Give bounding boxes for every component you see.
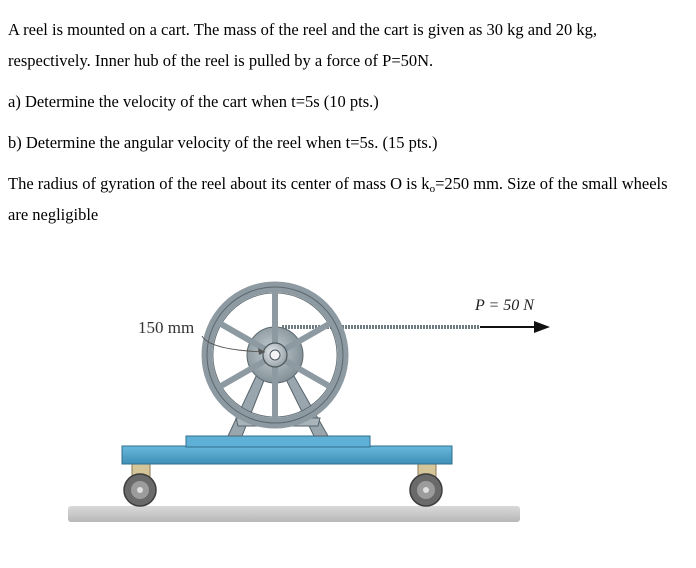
cart-platform (122, 446, 452, 464)
radius-text-start: The radius of gyration of the reel about its center of mass O is k (8, 174, 430, 193)
ground (68, 506, 520, 522)
hub-radius-label: 150 mm (138, 318, 195, 337)
part-a: a) Determine the velocity of the cart when t=5s (10 pts.) (8, 92, 379, 111)
part-b: b) Determine the angular velocity of the reel when t=5s. (15 pts.) (8, 133, 438, 152)
problem-intro: A reel is mounted on a cart. The mass of the reel and the cart is given as 30 kg and 20 kg, respectively. Inner hub of the reel is pulled by a force of P=50N. (8, 20, 597, 70)
left-wheel (124, 462, 156, 506)
right-wheel (410, 462, 442, 506)
reel-cart-figure (60, 270, 560, 540)
radius-subscript: o (429, 183, 436, 195)
problem-statement (8, 14, 680, 230)
cart-base-plate (186, 436, 370, 447)
radius-text-end: =250 mm. Size of the small wheels are negligible (8, 174, 668, 224)
force-arrowhead (534, 321, 550, 333)
force-label: P = 50 N (475, 297, 534, 314)
radius-statement (8, 168, 680, 230)
reel (207, 287, 343, 423)
reel-cart-diagram (60, 270, 560, 540)
